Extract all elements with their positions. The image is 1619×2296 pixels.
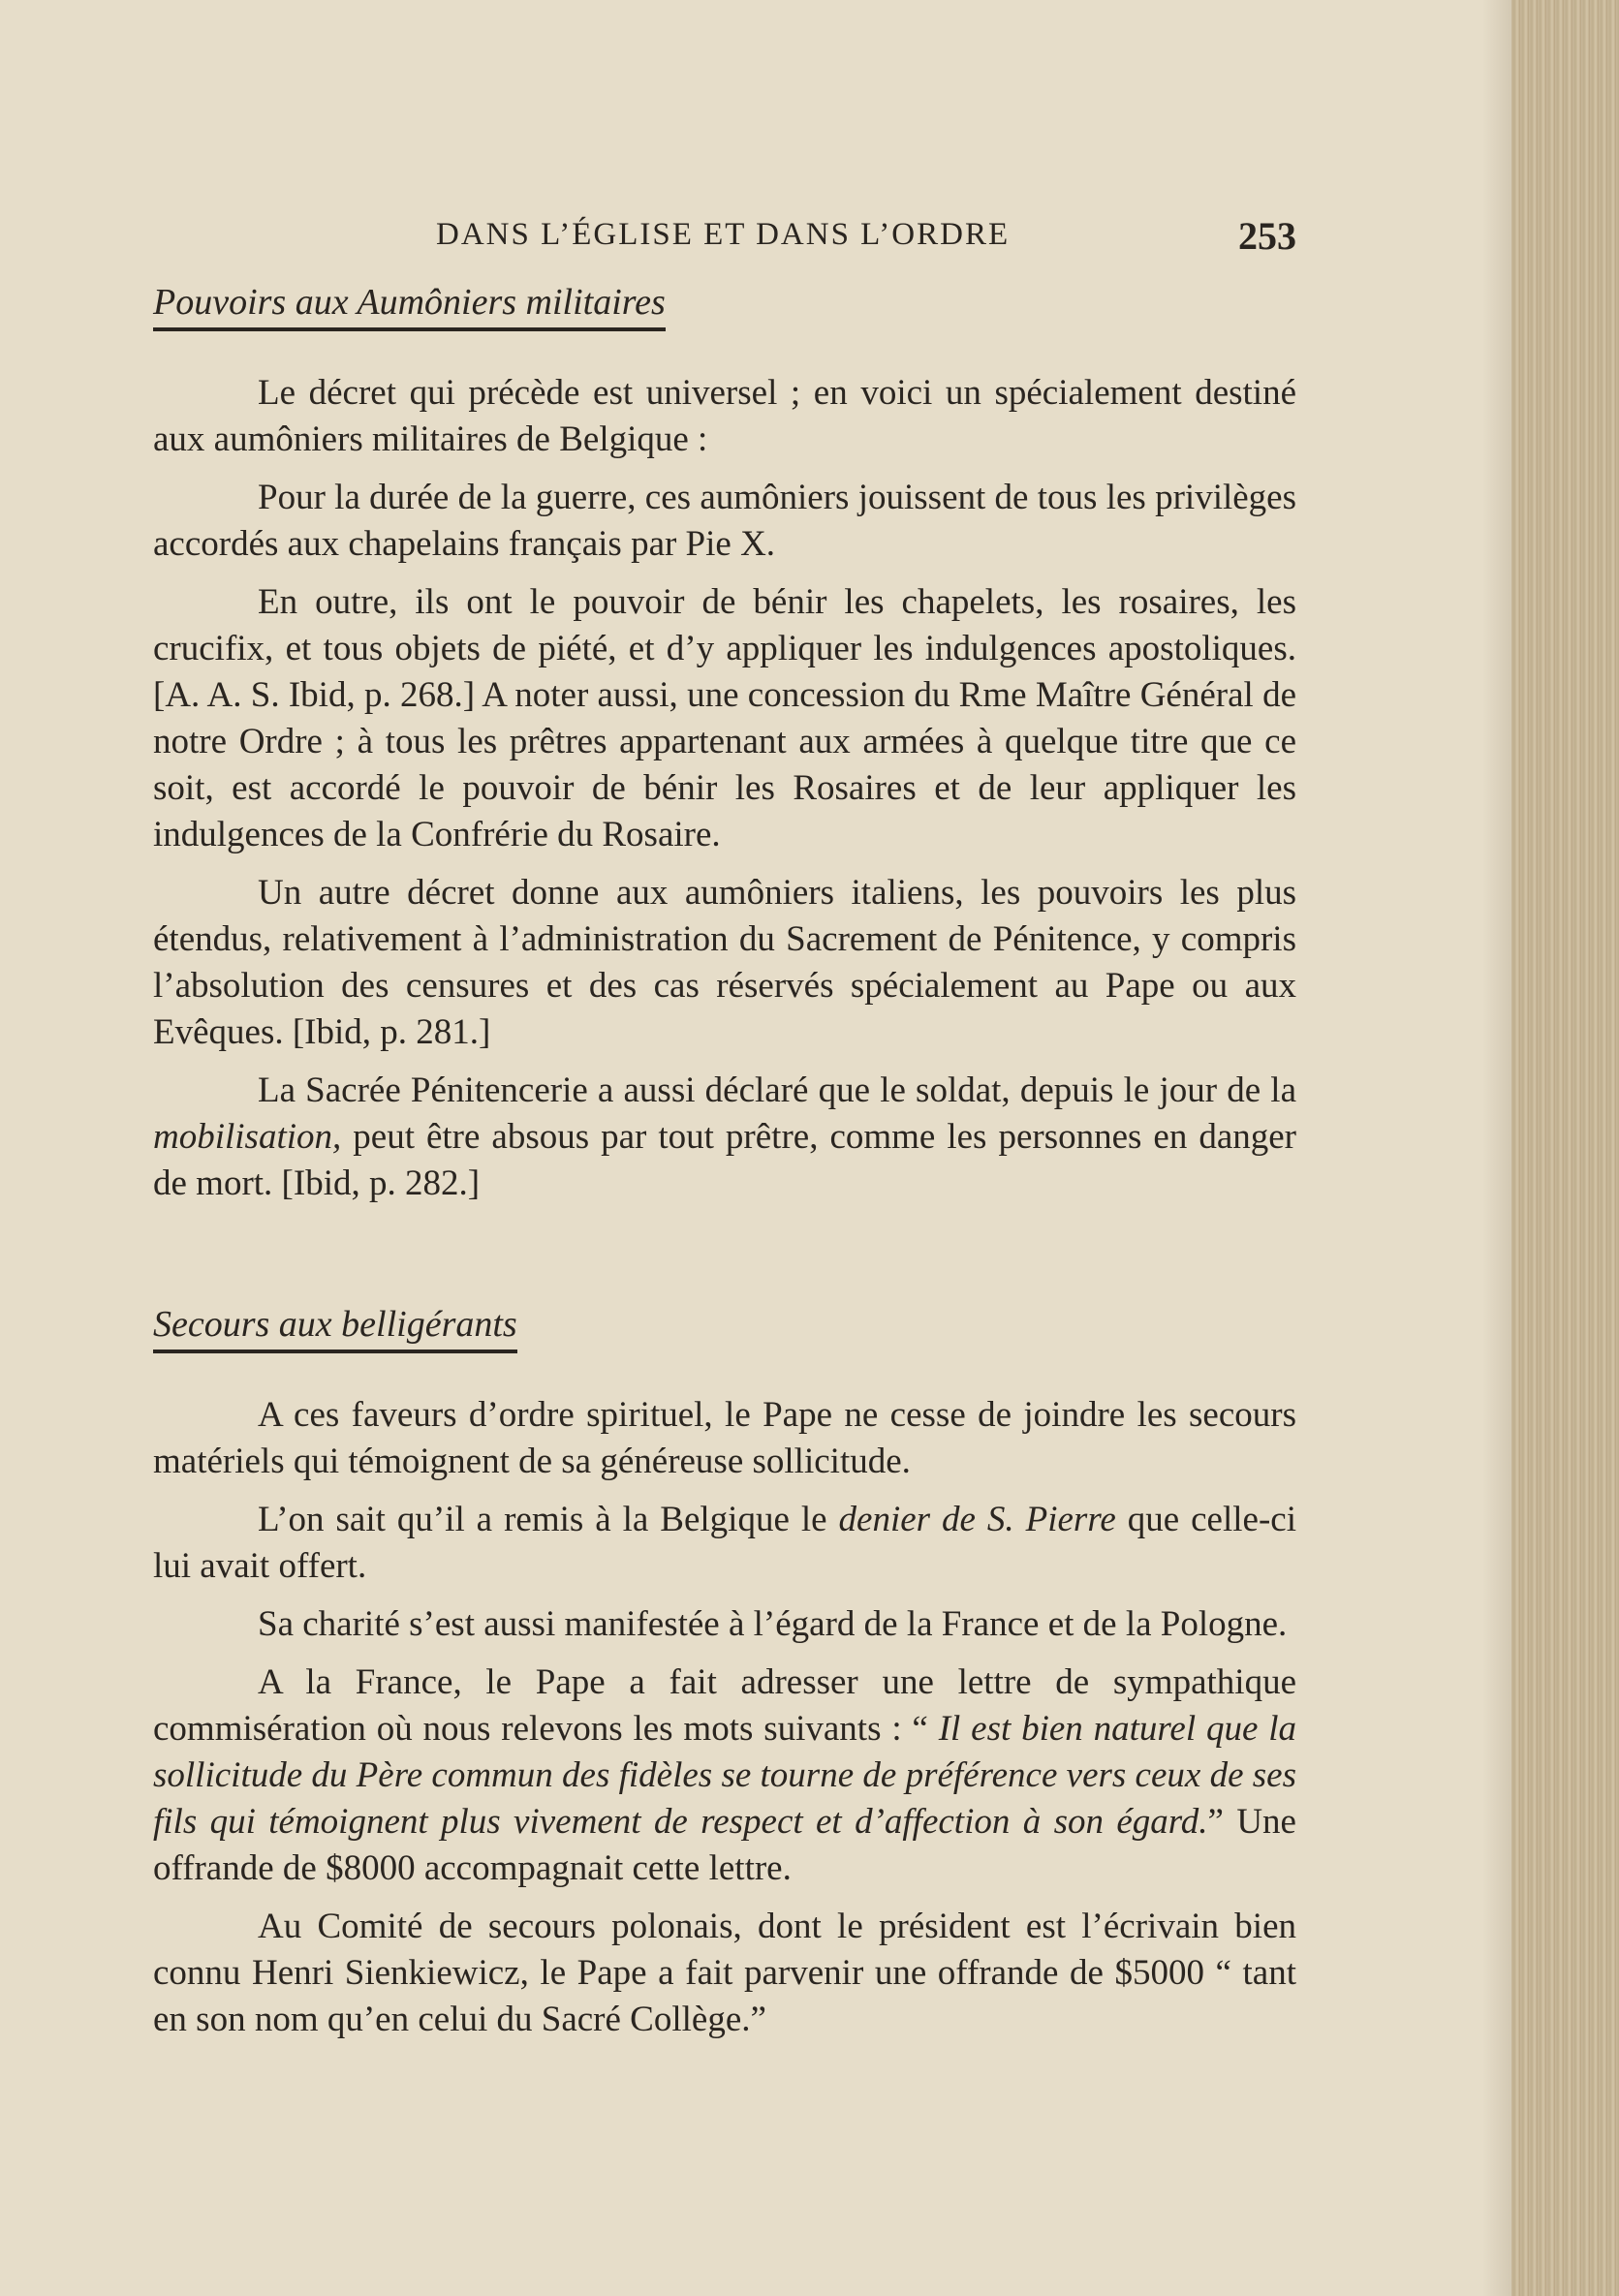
emphasis: denier de S. Pierre xyxy=(838,1500,1116,1539)
paragraph: A ces faveurs d’ordre spirituel, le Pape ne cesse de joindre les secours matériels qui témoignent de sa généreuse sollicitude. xyxy=(153,1395,1296,1481)
page-edges xyxy=(1511,0,1619,2296)
emphasis: mobilisation, xyxy=(153,1117,342,1157)
text-run: que celle-ci lui avait offert. xyxy=(153,1500,1296,1586)
paragraph: Au Comité de secours polonais, dont le président est l’écrivain bien connu Henri Sienkiewicz, le Pape a fait parvenir une offrande de $5000 “ tant en son nom qu’en celui du Sacré Collège.” xyxy=(153,1907,1296,2039)
section-heading: Pouvoirs aux Aumôniers militaires xyxy=(153,281,666,331)
paragraph: Le décret qui précède est universel ; en voici un spécialement destiné aux aumôniers militaires de Belgique : xyxy=(153,373,1296,459)
section-heading: Secours aux belligérants xyxy=(153,1303,517,1353)
paragraph xyxy=(153,1068,1296,1207)
section-aumoniers xyxy=(153,281,1296,1219)
text-run: peut être absous par tout prêtre, comme les personnes en danger de mort. [Ibid, p. 282.] xyxy=(153,1117,1296,1203)
text-run: ” Une offrande de $8000 accompagnait cette lettre. xyxy=(153,1802,1296,1888)
page-number: 253 xyxy=(1238,214,1296,258)
paragraph xyxy=(153,1660,1296,1892)
paragraph: En outre, ils ont le pouvoir de bénir les chapelets, les rosaires, les crucifix, et tous objets de piété, et d’y appliquer les indulgences apostoliques. [A. A. S. Ibid, p. 268.] A noter aussi, une concession du Rme Maître Général de notre Ordre ; à tous les prêtres appartenant aux armées à quelque titre que ce soit, est accordé le pouvoir de bénir les Rosaires et de leur appliquer les indulgences de la Confrérie du Rosaire. xyxy=(153,582,1296,854)
text-run: A la France, le Pape a fait adresser une lettre de sympathique commisération où nous relevons les mots suivants : “ xyxy=(153,1662,1296,1749)
text-run: La Sacrée Pénitencerie a aussi déclaré que le soldat, depuis le jour de la xyxy=(258,1070,1296,1110)
paragraph: Pour la durée de la guerre, ces aumôniers jouissent de tous les privilèges accordés aux chapelains français par Pie X. xyxy=(153,478,1296,564)
running-head xyxy=(153,213,1296,262)
text-run: L’on sait qu’il a remis à la Belgique le xyxy=(258,1500,839,1539)
emphasis: Il est bien naturel que la sollicitude du Père commun des fidèles se tourne de préférence vers ceux de ses fils qui témoignent plus vivement de respect et d’affection à son égard. xyxy=(153,1709,1296,1842)
running-title: DANS L’ÉGLISE ET DANS L’ORDRE xyxy=(436,217,1011,252)
section-secours xyxy=(153,1303,1296,2055)
paragraph: Sa charité s’est aussi manifestée à l’égard de la France et de la Pologne. xyxy=(258,1604,1288,1644)
paragraph xyxy=(153,1497,1296,1590)
paragraph: Un autre décret donne aux aumôniers italiens, les pouvoirs les plus étendus, relativement à l’administration du Sacrement de Pénitence, y compris l’absolution des censures et des cas réservés spécialement au Pape ou aux Evêques. [Ibid, p. 281.] xyxy=(153,873,1296,1052)
